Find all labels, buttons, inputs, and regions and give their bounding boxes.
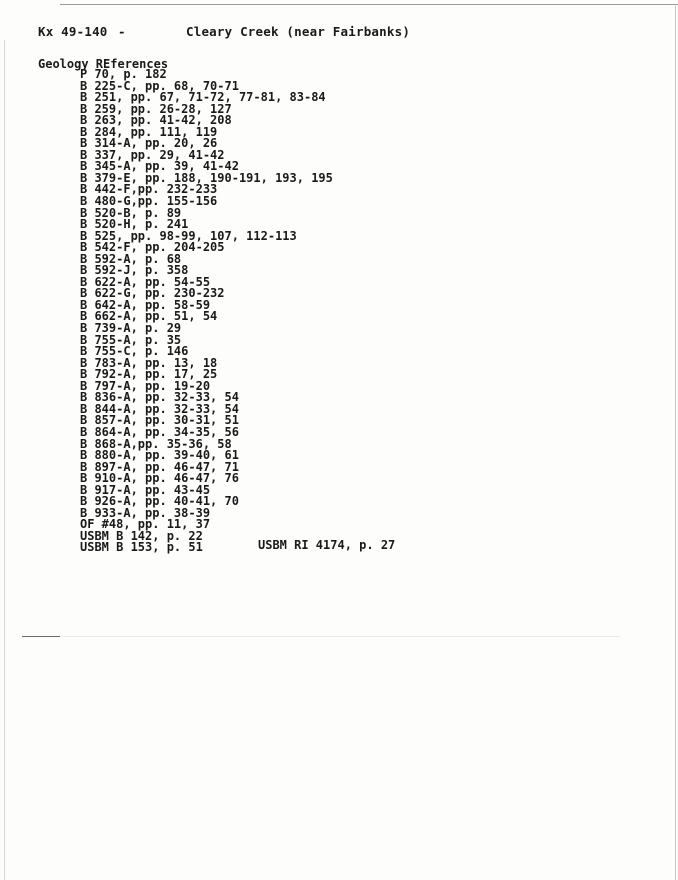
- reference-item: P 70, p. 182: [80, 67, 167, 81]
- reference-item: USBM B 142, p. 22: [80, 528, 203, 543]
- reference-item: B 836-A, pp. 32-33, 54: [80, 390, 239, 405]
- reference-item: B 442-F,pp. 232-233: [80, 182, 218, 197]
- reference-item: B 880-A, pp. 39-40, 61: [80, 448, 239, 463]
- location-title: Cleary Creek (near Fairbanks): [186, 24, 411, 39]
- reference-item: USBM B 153, p. 51: [80, 540, 203, 555]
- reference-item: B 542-F, pp. 204-205: [80, 240, 225, 255]
- reference-item: B 755-A, p. 35: [80, 332, 182, 347]
- reference-item: B 337, pp. 29, 41-42: [80, 147, 225, 162]
- reference-item: B 792-A, pp. 17, 25: [80, 367, 218, 382]
- reference-item: B 225-C, pp. 68, 70-71: [80, 78, 239, 93]
- reference-item: B 910-A, pp. 46-47, 76: [80, 471, 239, 486]
- reference-item: B 797-A, pp. 19-20: [80, 378, 211, 393]
- reference-item: B 857-A, pp. 30-31, 51: [80, 413, 239, 428]
- reference-item: B 345-A, pp. 39, 41-42: [80, 159, 239, 174]
- reference-item: B 520-H, p. 241: [80, 217, 189, 232]
- reference-item: B 284, pp. 111, 119: [80, 124, 218, 139]
- reference-item: B 379-E, pp. 188, 190-191, 193, 195: [80, 170, 333, 185]
- card-left-edge: [4, 40, 5, 880]
- card-right-edge: [675, 4, 676, 880]
- reference-item: B 739-A, p. 29: [80, 321, 182, 336]
- reference-item: B 251, pp. 67, 71-72, 77-81, 83-84: [80, 90, 326, 105]
- reference-item: B 480-G,pp. 155-156: [80, 194, 218, 209]
- reference-item: B 783-A, pp. 13, 18: [80, 355, 218, 370]
- reference-item: B 642-A, pp. 58-59: [80, 297, 211, 312]
- reference-item: B 263, pp. 41-42, 208: [80, 113, 232, 128]
- reference-item: B 897-A, pp. 46-47, 71: [80, 459, 239, 474]
- reference-item: B 917-A, pp. 43-45: [80, 482, 211, 497]
- header-dash: -: [118, 24, 126, 39]
- reference-item: B 755-C, p. 146: [80, 344, 189, 359]
- reference-item: B 525, pp. 98-99, 107, 112-113: [80, 228, 297, 243]
- reference-item: B 622-G, pp. 230-232: [80, 286, 225, 301]
- reference-item: OF #48, pp. 11, 37: [80, 517, 211, 532]
- card-id: Kx 49-140: [38, 24, 108, 39]
- reference-item: B 868-A,pp. 35-36, 58: [80, 436, 232, 451]
- reference-item: B 662-A, pp. 51, 54: [80, 309, 218, 324]
- reference-item: B 520-B, p. 89: [80, 205, 182, 220]
- reference-item: B 926-A, pp. 40-41, 70: [80, 494, 239, 509]
- reference-item: B 592-A, p. 68: [80, 251, 182, 266]
- reference-item: B 314-A, pp. 20, 26: [80, 136, 218, 151]
- card-top-edge: [60, 4, 678, 5]
- reference-item: B 864-A, pp. 34-35, 56: [80, 424, 239, 439]
- bottom-rule: [22, 636, 60, 637]
- bottom-rule-faint: [60, 636, 620, 637]
- reference-item: B 844-A, pp. 32-33, 54: [80, 401, 239, 416]
- side-reference: USBM RI 4174, p. 27: [258, 538, 396, 552]
- reference-item: B 622-A, pp. 54-55: [80, 274, 211, 289]
- reference-item: B 592-J, p. 358: [80, 263, 189, 278]
- reference-item: B 933-A, pp. 38-39: [80, 505, 211, 520]
- section-label: Geology REferences: [38, 57, 169, 71]
- reference-list: [80, 69, 333, 554]
- reference-item: B 259, pp. 26-28, 127: [80, 101, 232, 116]
